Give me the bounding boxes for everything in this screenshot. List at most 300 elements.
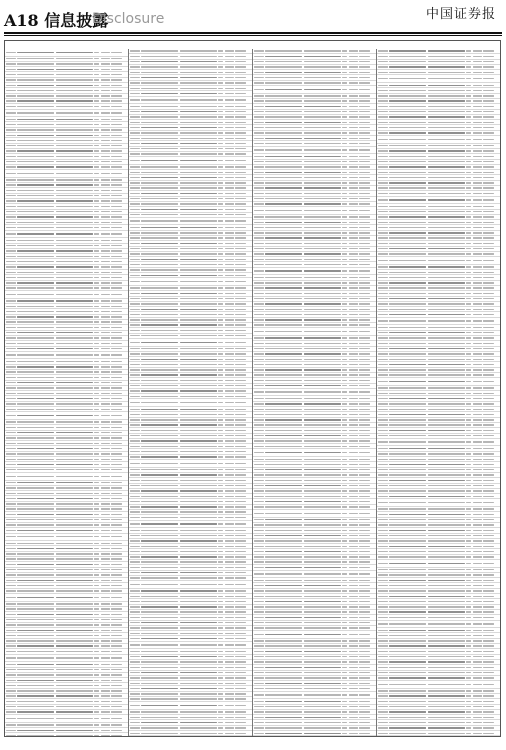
table-cell-placeholder [349,414,358,415]
table-cell-placeholder [6,590,16,591]
table-cell-placeholder [466,574,471,575]
table-cell-placeholder [94,415,99,416]
table-cell-placeholder [235,490,246,491]
table-cell-placeholder [473,337,482,338]
table-cell-placeholder [254,567,264,568]
table-cell-placeholder [141,214,178,215]
table-cell-placeholder [17,222,54,223]
table-cell-placeholder [428,727,465,728]
table-cell-placeholder [141,551,178,552]
table-cell-placeholder [130,523,140,524]
table-cell-placeholder [101,387,110,388]
table-cell-placeholder [254,56,264,57]
table-cell-placeholder [304,337,341,338]
table-cell-placeholder [6,63,16,64]
table-cell-placeholder [389,508,426,509]
table-cell-placeholder [225,259,234,260]
table-cell-placeholder [141,705,178,706]
table-cell-placeholder [349,331,358,332]
table-cell-placeholder [254,172,264,173]
table-cell-placeholder [378,474,388,475]
table-cell-placeholder [141,627,178,628]
table-cell-placeholder [304,535,341,536]
table-row [129,581,252,589]
table-cell-placeholder [359,222,370,223]
table-cell-placeholder [349,694,358,695]
table-cell-placeholder [94,664,99,665]
table-cell-placeholder [56,657,93,658]
table-cell-placeholder [342,177,347,178]
table-cell-placeholder [218,193,223,194]
table-cell-placeholder [101,366,110,367]
table-cell-placeholder [389,611,426,612]
table-cell-placeholder [389,95,426,96]
table-cell-placeholder [342,585,347,586]
table-cell-placeholder [235,435,246,436]
table-cell-placeholder [6,735,16,736]
table-cell-placeholder [473,111,482,112]
table-cell-placeholder [349,590,358,591]
table-cell-placeholder [130,627,140,628]
table-cell-placeholder [218,220,223,221]
table-cell-placeholder [378,364,388,365]
table-cell-placeholder [225,287,234,288]
table-cell-placeholder [254,391,264,392]
table-cell-placeholder [225,324,234,325]
table-cell-placeholder [111,206,122,207]
table-cell-placeholder [389,90,426,91]
table-cell-placeholder [180,153,217,154]
table-cell-placeholder [101,624,110,625]
table-cell-placeholder [225,517,234,518]
table-cell-placeholder [466,277,471,278]
table-cell-placeholder [56,409,93,410]
table-cell-placeholder [483,717,494,718]
table-cell-placeholder [349,672,358,673]
table-cell-placeholder [483,320,494,321]
table-cell-placeholder [473,535,482,536]
table-cell-placeholder [17,166,54,167]
table-cell-placeholder [265,374,302,375]
table-cell-placeholder [111,382,122,383]
table-cell-placeholder [349,243,358,244]
table-cell-placeholder [180,293,217,294]
table-cell-placeholder [130,61,140,62]
table-cell-placeholder [378,424,388,425]
table-cell-placeholder [225,56,234,57]
table-cell-placeholder [304,419,341,420]
table-cell-placeholder [130,353,140,354]
table-cell-placeholder [378,272,388,273]
table-cell-placeholder [483,122,494,123]
table-cell-placeholder [265,496,302,497]
table-cell-placeholder [483,701,494,702]
table-cell-placeholder [254,506,264,507]
table-cell-placeholder [235,182,246,183]
table-cell-placeholder [56,553,93,554]
table-cell-placeholder [483,733,494,734]
table-cell-placeholder [17,519,54,520]
table-cell-placeholder [359,331,370,332]
table-cell-placeholder [349,667,358,668]
table-cell-placeholder [428,398,465,399]
table-cell-placeholder [218,717,223,718]
table-cell-placeholder [6,261,16,262]
table-cell-placeholder [389,56,426,57]
table-row [253,389,376,397]
table-cell-placeholder [473,623,482,624]
table-cell-placeholder [342,277,347,278]
table-cell-placeholder [304,694,341,695]
table-cell-placeholder [56,664,93,665]
table-cell-placeholder [342,480,347,481]
table-cell-placeholder [304,89,341,90]
table-cell-placeholder [130,693,140,694]
table-cell-placeholder [378,611,388,612]
table-cell-placeholder [483,343,494,344]
table-cell-placeholder [6,227,16,228]
table-cell-placeholder [428,187,465,188]
table-cell-placeholder [130,132,140,133]
table-cell-placeholder [466,690,471,691]
table-cell-placeholder [342,717,347,718]
table-cell-placeholder [130,82,140,83]
table-cell-placeholder [17,415,54,416]
table-cell-placeholder [130,402,140,403]
table-cell-placeholder [466,227,471,228]
table-cell-placeholder [17,337,54,338]
table-cell-placeholder [218,396,223,397]
table-cell-placeholder [56,222,93,223]
table-cell-placeholder [265,506,302,507]
table-cell-placeholder [349,677,358,678]
table-cell-placeholder [101,277,110,278]
table-cell-placeholder [225,606,234,607]
table-cell-placeholder [349,490,358,491]
table-cell-placeholder [141,419,178,420]
table-cell-placeholder [225,132,234,133]
table-cell-placeholder [304,513,341,514]
table-cell-placeholder [466,430,471,431]
table-cell-placeholder [17,493,54,494]
table-cell-placeholder [349,530,358,531]
table-cell-placeholder [218,711,223,712]
table-cell-placeholder [94,701,99,702]
table-cell-placeholder [111,184,122,185]
table-cell-placeholder [342,89,347,90]
table-cell-placeholder [254,694,264,695]
table-cell-placeholder [235,93,246,94]
table-cell-placeholder [111,695,122,696]
table-cell-placeholder [56,543,93,544]
table-cell-placeholder [428,480,465,481]
table-cell-placeholder [342,243,347,244]
table-cell-placeholder [218,269,223,270]
table-cell-placeholder [56,487,93,488]
table-cell-placeholder [218,56,223,57]
table-cell-placeholder [304,672,341,673]
table-cell-placeholder [235,66,246,67]
table-cell-placeholder [17,371,54,372]
table-cell-placeholder [56,443,93,444]
table-cell-placeholder [483,596,494,597]
table-cell-placeholder [111,95,122,96]
table-cell-placeholder [180,506,217,507]
table-cell-placeholder [254,298,264,299]
table-cell-placeholder [130,287,140,288]
table-cell-placeholder [218,705,223,706]
table-cell-placeholder [342,727,347,728]
table-cell-placeholder [349,303,358,304]
table-cell-placeholder [6,190,16,191]
table-cell-placeholder [130,705,140,706]
table-cell-placeholder [389,211,426,212]
table-cell-placeholder [466,733,471,734]
table-cell-placeholder [141,396,178,397]
table-cell-placeholder [130,633,140,634]
table-cell-placeholder [225,198,234,199]
table-cell-placeholder [141,348,178,349]
table-cell-placeholder [359,606,370,607]
table-cell-placeholder [466,398,471,399]
table-cell-placeholder [141,309,178,310]
table-cell-placeholder [111,585,122,586]
table-cell-placeholder [389,287,426,288]
table-cell-placeholder [101,580,110,581]
table-cell-placeholder [473,580,482,581]
table-cell-placeholder [17,287,54,288]
table-cell-placeholder [378,514,388,515]
table-cell-placeholder [6,398,16,399]
table-row [377,136,500,144]
table-cell-placeholder [101,524,110,525]
table-cell-placeholder [349,237,358,238]
table-cell-placeholder [94,514,99,515]
table-cell-placeholder [265,452,302,453]
table-cell-placeholder [56,316,93,317]
table-cell-placeholder [141,56,178,57]
table-cell-placeholder [389,116,426,117]
masthead-rule-thin [4,35,502,36]
table-cell-placeholder [359,177,370,178]
table-cell-placeholder [235,342,246,343]
table-cell-placeholder [94,469,99,470]
table-cell-placeholder [141,116,178,117]
table-cell-placeholder [111,161,122,162]
table-cell-placeholder [6,311,16,312]
table-cell-placeholder [389,496,426,497]
table-cell-placeholder [6,685,16,686]
table-cell-placeholder [349,324,358,325]
table-cell-placeholder [304,727,341,728]
table-cell-placeholder [141,88,178,89]
table-cell-placeholder [111,354,122,355]
table-cell-placeholder [428,569,465,570]
table-cell-placeholder [342,590,347,591]
table-cell-placeholder [235,617,246,618]
table-cell-placeholder [304,677,341,678]
table-cell-placeholder [428,563,465,564]
table-cell-placeholder [130,611,140,612]
table-cell-placeholder [428,227,465,228]
table-cell-placeholder [111,569,122,570]
table-cell-placeholder [428,314,465,315]
table-cell-placeholder [17,614,54,615]
table-cell-placeholder [141,622,178,623]
table-cell-placeholder [130,281,140,282]
table-cell-placeholder [6,79,16,80]
table-cell-placeholder [304,459,341,460]
table-cell-placeholder [218,66,223,67]
table-cell-placeholder [130,474,140,475]
table-cell-placeholder [342,419,347,420]
table-cell-placeholder [466,519,471,520]
table-cell-placeholder [428,690,465,691]
table-cell-placeholder [180,469,217,470]
table-cell-placeholder [6,245,16,246]
table-cell-placeholder [349,253,358,254]
table-cell-placeholder [111,90,122,91]
table-cell-placeholder [218,232,223,233]
table-cell-placeholder [17,250,54,251]
table-cell-placeholder [235,540,246,541]
table-cell-placeholder [94,58,99,59]
table-cell-placeholder [428,100,465,101]
table-cell-placeholder [342,56,347,57]
table-cell-placeholder [141,193,178,194]
table-cell-placeholder [466,695,471,696]
table-cell-placeholder [180,143,217,144]
table-cell-placeholder [483,672,494,673]
table-cell-placeholder [101,519,110,520]
page-code: A18 信息披露 [4,11,109,30]
table-cell-placeholder [359,210,370,211]
table-cell-placeholder [466,232,471,233]
table-cell-placeholder [304,590,341,591]
table-cell-placeholder [130,106,140,107]
table-cell-placeholder [265,138,302,139]
table-cell-placeholder [428,661,465,662]
table-cell-placeholder [342,222,347,223]
table-cell-placeholder [254,459,264,460]
table-cell-placeholder [473,237,482,238]
table-cell-placeholder [304,622,341,623]
table-cell-placeholder [304,270,341,271]
table-cell-placeholder [6,718,16,719]
table-cell-placeholder [235,414,246,415]
table-cell-placeholder [473,546,482,547]
table-cell-placeholder [130,88,140,89]
table-cell-placeholder [378,150,388,151]
table-cell-placeholder [180,353,217,354]
table-cell-placeholder [94,261,99,262]
table-cell-placeholder [225,314,234,315]
table-cell-placeholder [342,661,347,662]
table-cell-placeholder [225,303,234,304]
table-cell-placeholder [94,321,99,322]
table-cell-placeholder [254,132,264,133]
table-cell-placeholder [180,430,217,431]
table-cell-placeholder [101,645,110,646]
table-cell-placeholder [218,523,223,524]
table-cell-placeholder [141,517,178,518]
table-cell-placeholder [389,727,426,728]
table-cell-placeholder [349,353,358,354]
table-cell-placeholder [466,287,471,288]
table-cell-placeholder [101,361,110,362]
table-cell-placeholder [254,540,264,541]
table-cell-placeholder [56,216,93,217]
table-cell-placeholder [466,314,471,315]
table-cell-placeholder [180,530,217,531]
table-cell-placeholder [359,348,370,349]
table-cell-placeholder [254,264,264,265]
table-cell-placeholder [225,440,234,441]
table-cell-placeholder [483,106,494,107]
table-cell-placeholder [235,198,246,199]
table-cell-placeholder [141,166,178,167]
table-cell-placeholder [466,150,471,151]
table-cell-placeholder [342,501,347,502]
table-cell-placeholder [466,502,471,503]
table-cell-placeholder [359,683,370,684]
table-cell-placeholder [349,248,358,249]
table-cell-placeholder [225,369,234,370]
table-cell-placeholder [483,272,494,273]
table-cell-placeholder [17,482,54,483]
table-cell-placeholder [6,519,16,520]
table-cell-placeholder [304,343,341,344]
table-cell-placeholder [130,264,140,265]
table-cell-placeholder [101,316,110,317]
table-cell-placeholder [265,248,302,249]
table-cell-placeholder [349,56,358,57]
table-cell-placeholder [349,282,358,283]
table-row [377,257,500,265]
table-cell-placeholder [101,614,110,615]
table-cell-placeholder [180,111,217,112]
table-cell-placeholder [473,266,482,267]
table-cell-placeholder [235,319,246,320]
table-cell-placeholder [466,711,471,712]
table-cell-placeholder [342,82,347,83]
table-cell-placeholder [130,77,140,78]
table-cell-placeholder [428,374,465,375]
table-cell-placeholder [218,456,223,457]
table-cell-placeholder [304,524,341,525]
table-cell-placeholder [101,250,110,251]
table-cell-placeholder [389,266,426,267]
table-cell-placeholder [389,514,426,515]
table-cell-placeholder [378,287,388,288]
table-cell-placeholder [378,727,388,728]
table-cell-placeholder [141,656,178,657]
table-cell-placeholder [17,95,54,96]
table-cell-placeholder [180,106,217,107]
table-cell-placeholder [17,327,54,328]
table-cell-placeholder [473,606,482,607]
table-cell-placeholder [466,177,471,178]
table-cell-placeholder [342,298,347,299]
table-cell-placeholder [265,210,302,211]
table-cell-placeholder [342,138,347,139]
table-cell-placeholder [17,608,54,609]
table-cell-placeholder [130,314,140,315]
table-cell-placeholder [218,106,223,107]
table-cell-placeholder [111,524,122,525]
table-cell-placeholder [17,645,54,646]
table-cell-placeholder [389,656,426,657]
